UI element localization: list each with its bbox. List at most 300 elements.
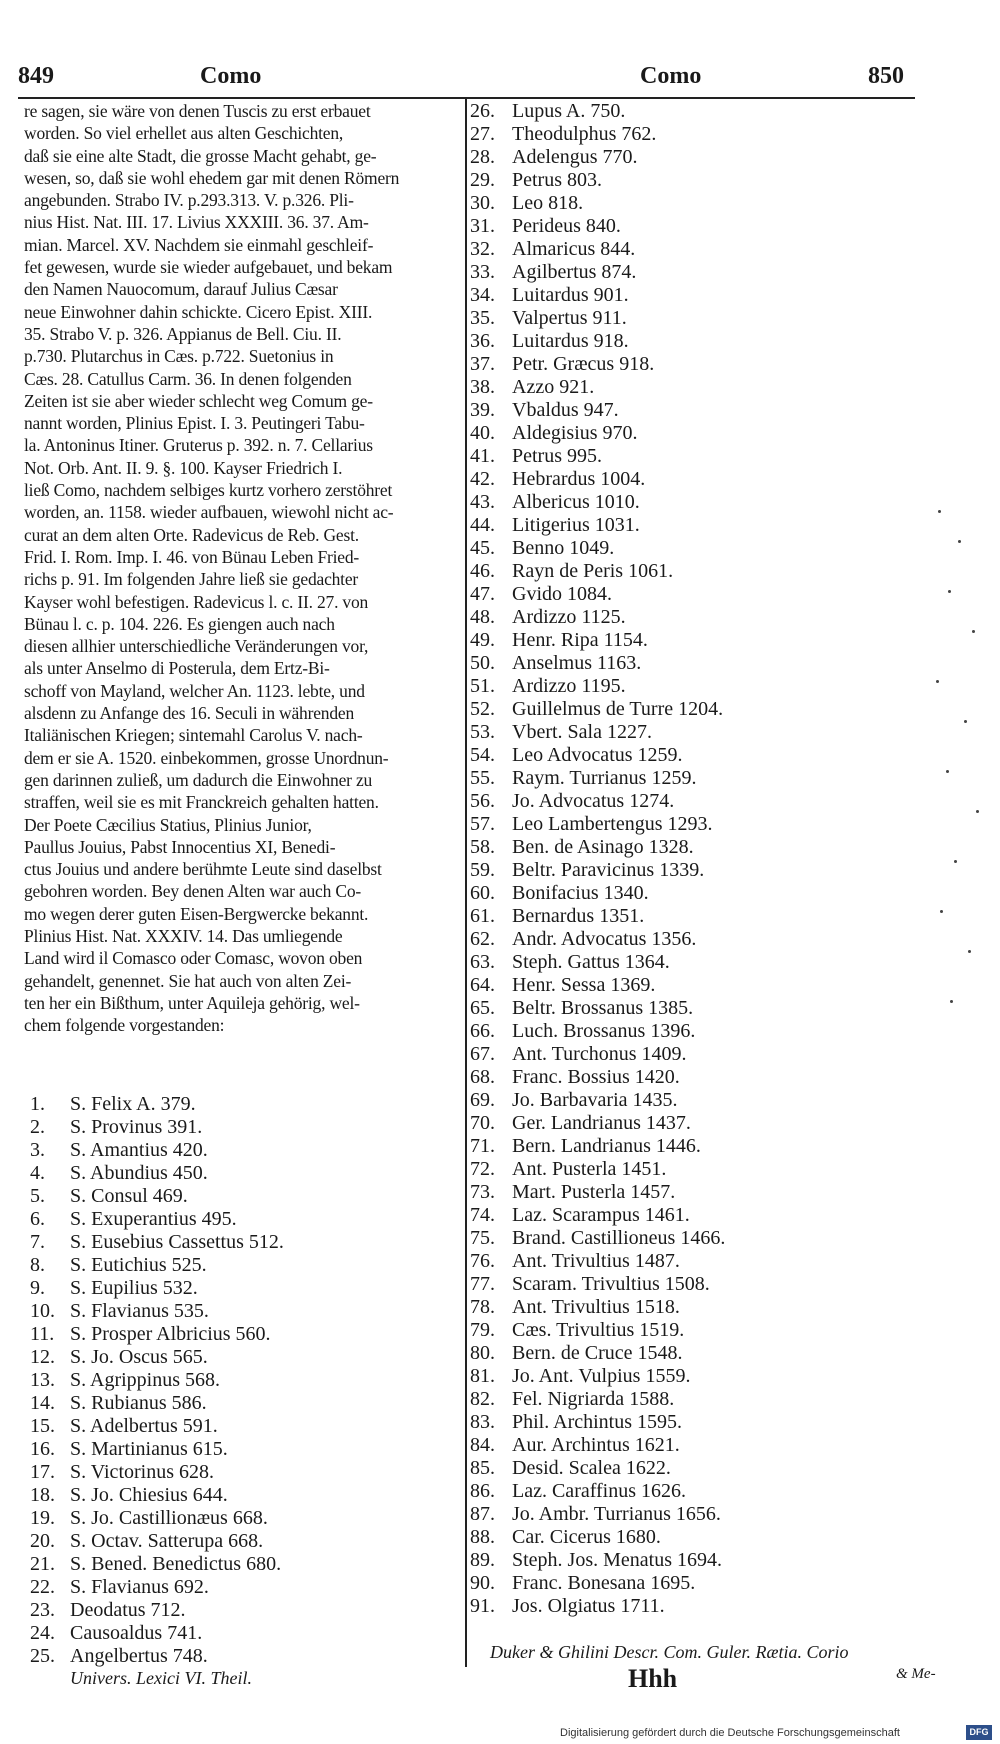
list-item	[470, 1043, 910, 1066]
list-item-number: 53.	[470, 721, 495, 743]
list-item	[470, 1273, 910, 1296]
list-item-number: 44.	[470, 514, 495, 536]
list-item-number: 26.	[470, 100, 495, 122]
list-item-number: 36.	[470, 330, 495, 352]
list-item-number: 43.	[470, 491, 495, 513]
body-text-line: neue Einwohner dahin schickte. Cicero Epist. XIII.	[24, 301, 373, 322]
list-item-number: 84.	[470, 1434, 495, 1456]
body-text-line: nannt worden, Plinius Epist. I. 3. Peutingeri Tabu-	[24, 413, 365, 434]
dfg-logo: DFG	[966, 1725, 992, 1740]
list-item-text: Petrus 803.	[512, 169, 602, 191]
list-item-number: 28.	[470, 146, 495, 168]
list-item-text: Deodatus 712.	[70, 1599, 186, 1621]
list-item-number: 27.	[470, 123, 495, 145]
list-item	[470, 1595, 910, 1618]
list-item-number: 51.	[470, 675, 495, 697]
body-text-line: schoff von Mayland, welcher An. 1123. lebte, und	[24, 680, 365, 701]
list-item	[30, 1622, 450, 1645]
list-item-number: 80.	[470, 1342, 495, 1364]
list-item-text: Laz. Scarampus 1461.	[512, 1204, 690, 1226]
list-item-text: Vbaldus 947.	[512, 399, 619, 421]
list-item-text: Luitardus 918.	[512, 330, 629, 352]
list-item	[30, 1185, 450, 1208]
list-item-text: Ardizzo 1125.	[512, 606, 626, 628]
list-item-number: 85.	[470, 1457, 495, 1479]
list-item-text: S. Flavianus 535.	[70, 1300, 209, 1322]
list-item-text: S. Exuperantius 495.	[70, 1208, 237, 1230]
list-item	[30, 1576, 450, 1599]
list-item	[470, 790, 910, 813]
list-item-number: 46.	[470, 560, 495, 582]
list-item-number: 49.	[470, 629, 495, 651]
list-item	[470, 951, 910, 974]
column-divider	[465, 99, 467, 1667]
list-item-text: Anselmus 1163.	[512, 652, 642, 674]
right-page-number: 850	[868, 63, 904, 89]
body-text-line: dem er sie A. 1520. einbekommen, grosse Unordnun-	[24, 747, 389, 768]
body-text-line: Der Poete Cæcilius Statius, Plinius Junior,	[24, 814, 312, 835]
list-item-number: 42.	[470, 468, 495, 490]
list-item-text: Valpertus 911.	[512, 307, 627, 329]
list-item-number: 19.	[30, 1507, 55, 1529]
list-item-number: 55.	[470, 767, 495, 789]
list-item-number: 33.	[470, 261, 495, 283]
list-item	[470, 928, 910, 951]
list-item	[470, 652, 910, 675]
list-item-text: S. Rubianus 586.	[70, 1392, 207, 1414]
list-item-text: Theodulphus 762.	[512, 123, 657, 145]
left-page-number: 849	[18, 63, 54, 89]
list-item	[470, 1135, 910, 1158]
list-item	[470, 1066, 910, 1089]
list-item-number: 17.	[30, 1461, 55, 1483]
list-item-text: Desid. Scalea 1622.	[512, 1457, 671, 1479]
list-item-text: Phil. Archintus 1595.	[512, 1411, 683, 1433]
list-item	[470, 1549, 910, 1572]
list-item-number: 62.	[470, 928, 495, 950]
list-item-number: 60.	[470, 882, 495, 904]
list-item-text: Lupus A. 750.	[512, 100, 626, 122]
body-text-line: worden, an. 1158. wieder aufbauen, wiewohl nicht ac-	[24, 502, 394, 523]
list-item-text: Causoaldus 741.	[70, 1622, 203, 1644]
body-text-line: Cæs. 28. Catullus Carm. 36. In denen folgenden	[24, 368, 352, 389]
list-item	[30, 1208, 450, 1231]
list-item-text: S. Prosper Albricius 560.	[70, 1323, 271, 1345]
list-item	[470, 629, 910, 652]
body-text-column	[24, 100, 456, 1036]
list-item-text: S. Jo. Castillionæus 668.	[70, 1507, 268, 1529]
list-item-number: 22.	[30, 1576, 55, 1598]
list-item-number: 67.	[470, 1043, 495, 1065]
list-item-text: Jo. Advocatus 1274.	[512, 790, 675, 812]
list-item	[30, 1231, 450, 1254]
list-item-text: Petr. Græcus 918.	[512, 353, 655, 375]
list-item-number: 29.	[470, 169, 495, 191]
bishops-list-right	[470, 100, 910, 1618]
list-item	[30, 1461, 450, 1484]
list-item	[470, 721, 910, 744]
list-item-number: 59.	[470, 859, 495, 881]
body-text-line: 35. Strabo V. p. 326. Appianus de Bell. Ciu. II.	[24, 323, 342, 344]
body-text-line: ten her ein Bißthum, unter Aquileja gehörig, wel-	[24, 992, 360, 1013]
list-item-text: Benno 1049.	[512, 537, 615, 559]
list-item	[470, 284, 910, 307]
list-item-number: 70.	[470, 1112, 495, 1134]
list-item-number: 21.	[30, 1553, 55, 1575]
list-item	[470, 1227, 910, 1250]
list-item-number: 57.	[470, 813, 495, 835]
body-text-line: Not. Orb. Ant. II. 9. §. 100. Kayser Friedrich I.	[24, 457, 343, 478]
list-item-text: Gvido 1084.	[512, 583, 612, 605]
list-item	[470, 376, 910, 399]
list-item-text: S. Jo. Oscus 565.	[70, 1346, 208, 1368]
list-item-text: S. Provinus 391.	[70, 1116, 203, 1138]
body-text-line: richs p. 91. Im folgenden Jahre ließ sie gedachter	[24, 569, 359, 590]
list-item-number: 1.	[30, 1093, 45, 1115]
list-item-number: 90.	[470, 1572, 495, 1594]
body-text-line: straffen, weil sie es mit Franckreich gehalten hatten.	[24, 792, 379, 813]
list-item	[470, 974, 910, 997]
list-item-number: 12.	[30, 1346, 55, 1368]
body-text-line: Frid. I. Rom. Imp. I. 46. von Bünau Leben Fried-	[24, 546, 360, 567]
list-item	[30, 1369, 450, 1392]
list-item-number: 2.	[30, 1116, 45, 1138]
list-item-number: 91.	[470, 1595, 495, 1617]
list-item-number: 52.	[470, 698, 495, 720]
body-text-line: als unter Anselmo di Posterula, dem Ertz-Bi-	[24, 658, 330, 679]
list-item-number: 48.	[470, 606, 495, 628]
list-item-text: Agilbertus 874.	[512, 261, 637, 283]
list-item	[470, 583, 910, 606]
body-text-line: mian. Marcel. XV. Nachdem sie einmahl geschleif-	[24, 234, 374, 255]
body-text-line: chem folgende vorgestanden:	[24, 1015, 225, 1036]
list-item-text: Laz. Caraffinus 1626.	[512, 1480, 687, 1502]
list-item-text: Adelengus 770.	[512, 146, 638, 168]
list-item	[470, 905, 910, 928]
list-item-text: S. Eupilius 532.	[70, 1277, 198, 1299]
list-item-text: Luch. Brossanus 1396.	[512, 1020, 696, 1042]
body-text-line: den Namen Nauocomum, darauf Julius Cæsar	[24, 279, 338, 300]
list-item-text: Litigerius 1031.	[512, 514, 640, 536]
list-item-text: Jos. Olgiatus 1711.	[512, 1595, 665, 1617]
list-item-text: Rayn de Peris 1061.	[512, 560, 674, 582]
list-item-text: Ant. Trivultius 1487.	[512, 1250, 680, 1272]
list-item-number: 69.	[470, 1089, 495, 1111]
list-item-text: S. Agrippinus 568.	[70, 1369, 221, 1391]
right-running-title: Como	[640, 63, 702, 89]
list-item-text: S. Amantius 420.	[70, 1139, 208, 1161]
list-item-text: Guillelmus de Turre 1204.	[512, 698, 724, 720]
list-item-text: Angelbertus 748.	[70, 1645, 208, 1667]
scan-specks	[928, 500, 988, 1020]
list-item	[470, 1388, 910, 1411]
list-item-text: Car. Cicerus 1680.	[512, 1526, 661, 1548]
list-item	[470, 261, 910, 284]
list-item-number: 31.	[470, 215, 495, 237]
body-text-line: p.730. Plutarchus in Cæs. p.722. Suetonius in	[24, 346, 334, 367]
list-item	[30, 1093, 450, 1116]
list-item	[470, 1365, 910, 1388]
list-item-number: 37.	[470, 353, 495, 375]
list-item-number: 54.	[470, 744, 495, 766]
list-item	[30, 1530, 450, 1553]
list-item-text: S. Consul 469.	[70, 1185, 188, 1207]
list-item-number: 74.	[470, 1204, 495, 1226]
list-item-number: 35.	[470, 307, 495, 329]
list-item	[30, 1438, 450, 1461]
body-text-line: la. Antoninus Itiner. Gruterus p. 392. n. 7. Cellarius	[24, 435, 373, 456]
list-item	[470, 468, 910, 491]
list-item	[470, 215, 910, 238]
body-text-line: ließ Como, nachdem selbiges kurtz vorhero zerstöhret	[24, 480, 393, 501]
list-item-text: Vbert. Sala 1227.	[512, 721, 652, 743]
list-item-number: 32.	[470, 238, 495, 260]
list-item	[470, 399, 910, 422]
list-item	[470, 1020, 910, 1043]
list-item	[470, 1342, 910, 1365]
list-item	[470, 1572, 910, 1595]
list-item-text: Ger. Landrianus 1437.	[512, 1112, 691, 1134]
list-item-number: 23.	[30, 1599, 55, 1621]
list-item-number: 16.	[30, 1438, 55, 1460]
list-item-number: 58.	[470, 836, 495, 858]
list-item-number: 64.	[470, 974, 495, 996]
list-item-text: S. Adelbertus 591.	[70, 1415, 218, 1437]
list-item-text: S. Martinianus 615.	[70, 1438, 228, 1460]
list-item	[470, 1503, 910, 1526]
list-item	[30, 1300, 450, 1323]
list-item-number: 8.	[30, 1254, 45, 1276]
list-item-text: Bonifacius 1340.	[512, 882, 649, 904]
list-item-number: 83.	[470, 1411, 495, 1433]
list-item-number: 4.	[30, 1162, 45, 1184]
reference-continuation: & Me-	[896, 1666, 936, 1682]
list-item-number: 34.	[470, 284, 495, 306]
list-item	[470, 422, 910, 445]
list-item-text: S. Abundius 450.	[70, 1162, 208, 1184]
list-item-text: Steph. Gattus 1364.	[512, 951, 670, 973]
list-item	[470, 1296, 910, 1319]
list-item	[470, 859, 910, 882]
list-item-text: S. Bened. Benedictus 680.	[70, 1553, 282, 1575]
list-item	[30, 1139, 450, 1162]
list-item-number: 14.	[30, 1392, 55, 1414]
list-item-number: 66.	[470, 1020, 495, 1042]
list-item	[30, 1645, 450, 1668]
body-text-line: re sagen, sie wäre von denen Tuscis zu erst erbauet	[24, 101, 371, 121]
signature-mark: Hhh	[628, 1664, 678, 1693]
list-item-text: Perideus 840.	[512, 215, 621, 237]
list-item-number: 41.	[470, 445, 495, 467]
list-item-number: 3.	[30, 1139, 45, 1161]
list-item-text: Beltr. Paravicinus 1339.	[512, 859, 705, 881]
list-item	[470, 882, 910, 905]
list-item-number: 77.	[470, 1273, 495, 1295]
list-item	[30, 1599, 450, 1622]
body-text-line: gen darinnen zuließ, um dadurch die Einwohner zu	[24, 769, 373, 790]
list-item-number: 78.	[470, 1296, 495, 1318]
body-text-line: alsdenn zu Anfange des 16. Seculi in währenden	[24, 703, 355, 724]
list-item-number: 6.	[30, 1208, 45, 1230]
body-text-line: Bünau l. c. p. 104. 226. Es giengen auch nach	[24, 613, 335, 634]
list-item	[470, 1112, 910, 1135]
list-item-text: Andr. Advocatus 1356.	[512, 928, 697, 950]
list-item-number: 88.	[470, 1526, 495, 1548]
list-item-number: 71.	[470, 1135, 495, 1157]
list-item	[470, 997, 910, 1020]
list-item-text: Franc. Bonesana 1695.	[512, 1572, 696, 1594]
list-item-number: 9.	[30, 1277, 45, 1299]
list-item	[30, 1392, 450, 1415]
list-item-number: 86.	[470, 1480, 495, 1502]
body-text-line: Paullus Jouius, Pabst Innocentius XI, Benedi-	[24, 836, 336, 857]
list-item-text: Henr. Sessa 1369.	[512, 974, 656, 996]
list-item-text: S. Jo. Chiesius 644.	[70, 1484, 228, 1506]
list-item	[30, 1162, 450, 1185]
list-item-text: Bern. de Cruce 1548.	[512, 1342, 683, 1364]
list-item	[470, 307, 910, 330]
list-item	[470, 100, 910, 123]
list-item-text: Leo 818.	[512, 192, 584, 214]
list-item	[470, 767, 910, 790]
list-item	[470, 491, 910, 514]
body-text-line: Zeiten ist sie aber wieder schlecht weg Comum ge-	[24, 390, 373, 411]
bishops-list-left	[30, 1093, 450, 1668]
list-item-text: Cæs. Trivultius 1519.	[512, 1319, 685, 1341]
list-item	[470, 514, 910, 537]
list-item-number: 61.	[470, 905, 495, 927]
list-item-number: 18.	[30, 1484, 55, 1506]
list-item	[470, 123, 910, 146]
body-text-line: Land wird il Comasco oder Comasc, wovon oben	[24, 948, 363, 969]
list-item-number: 40.	[470, 422, 495, 444]
list-item-text: Ardizzo 1195.	[512, 675, 626, 697]
list-item-text: S. Eutichius 525.	[70, 1254, 207, 1276]
list-item-number: 63.	[470, 951, 495, 973]
list-item-number: 72.	[470, 1158, 495, 1180]
list-item	[470, 169, 910, 192]
list-item-text: Fel. Nigriarda 1588.	[512, 1388, 675, 1410]
body-text-line: mo wegen derer guten Eisen-Bergwercke bekannt.	[24, 903, 369, 924]
list-item-number: 10.	[30, 1300, 55, 1322]
list-item	[470, 744, 910, 767]
body-text-line: ctus Jouius und andere berühmte Leute sind daselbst	[24, 859, 382, 880]
body-text-line: nius Hist. Nat. III. 17. Livius XXXIII. 36. 37. Am-	[24, 212, 369, 233]
catchword: Univers. Lexici VI. Theil.	[70, 1668, 252, 1688]
list-item-text: S. Octav. Satterupa 668.	[70, 1530, 264, 1552]
list-item	[470, 537, 910, 560]
list-item	[470, 445, 910, 468]
list-item-text: Aur. Archintus 1621.	[512, 1434, 680, 1456]
list-item-text: Ant. Pusterla 1451.	[512, 1158, 667, 1180]
list-item-text: Leo Advocatus 1259.	[512, 744, 683, 766]
list-item	[470, 836, 910, 859]
list-item-number: 20.	[30, 1530, 55, 1552]
list-item	[470, 1158, 910, 1181]
list-item-text: Petrus 995.	[512, 445, 602, 467]
list-item-number: 68.	[470, 1066, 495, 1088]
list-item-number: 24.	[30, 1622, 55, 1644]
list-item-number: 89.	[470, 1549, 495, 1571]
list-item	[470, 1526, 910, 1549]
body-text-line: Kayser wohl befestigen. Radevicus l. c. II. 27. von	[24, 591, 369, 612]
list-item-number: 13.	[30, 1369, 55, 1391]
list-item	[30, 1323, 450, 1346]
digitization-credit: Digitalisierung gefördert durch die Deutsche Forschungsgemeinschaft	[560, 1727, 900, 1739]
list-item-text: Hebrardus 1004.	[512, 468, 646, 490]
body-text-line: gehandelt, genennet. Sie hat auch von alten Zei-	[24, 970, 352, 991]
body-text-line: daß sie eine alte Stadt, die grosse Macht gehabt, ge-	[24, 145, 377, 166]
list-item	[470, 1411, 910, 1434]
list-item	[470, 330, 910, 353]
list-item	[470, 813, 910, 836]
list-item-text: S. Victorinus 628.	[70, 1461, 214, 1483]
list-item-text: Luitardus 901.	[512, 284, 629, 306]
body-text-line: Italiänischen Kriegen; sintemahl Carolus V. nach-	[24, 725, 363, 746]
list-item	[470, 1204, 910, 1227]
body-text-line: gebohren worden. Bey denen Alten war auch Co-	[24, 881, 362, 902]
list-item	[470, 698, 910, 721]
list-item-number: 76.	[470, 1250, 495, 1272]
list-item-text: S. Eusebius Cassettus 512.	[70, 1231, 284, 1253]
list-item-number: 73.	[470, 1181, 495, 1203]
list-item-number: 50.	[470, 652, 495, 674]
list-item	[470, 560, 910, 583]
list-item-number: 45.	[470, 537, 495, 559]
list-item-number: 87.	[470, 1503, 495, 1525]
body-text-line: worden. So viel erhellet aus alten Geschichten,	[24, 123, 344, 144]
list-item-text: Scaram. Trivultius 1508.	[512, 1273, 710, 1295]
list-item-text: Ant. Turchonus 1409.	[512, 1043, 687, 1065]
list-item-text: Beltr. Brossanus 1385.	[512, 997, 694, 1019]
list-item	[470, 1181, 910, 1204]
body-text-line: fet gewesen, wurde sie wieder aufgebauet, und bekam	[24, 257, 393, 278]
list-item-text: Jo. Ambr. Turrianus 1656.	[512, 1503, 721, 1525]
list-item	[30, 1507, 450, 1530]
reference-line: Duker & Ghilini Descr. Com. Guler. Rætia. Corio	[490, 1642, 849, 1662]
list-item	[470, 1319, 910, 1342]
list-item	[30, 1484, 450, 1507]
list-item	[470, 1250, 910, 1273]
list-item-number: 47.	[470, 583, 495, 605]
list-item-number: 82.	[470, 1388, 495, 1410]
left-running-title: Como	[200, 63, 262, 89]
list-item-number: 65.	[470, 997, 495, 1019]
list-item-text: Raym. Turrianus 1259.	[512, 767, 697, 789]
body-text-line: diesen allhier unterschiedliche Veränderungen vor,	[24, 636, 369, 657]
list-item	[470, 146, 910, 169]
list-item	[30, 1116, 450, 1139]
body-text-line: wesen, so, daß sie wohl ehedem gar mit denen Römern	[24, 167, 400, 188]
list-item-text: S. Felix A. 379.	[70, 1093, 196, 1115]
list-item-text: Almaricus 844.	[512, 238, 636, 260]
list-item	[30, 1346, 450, 1369]
list-item	[30, 1415, 450, 1438]
list-item-number: 7.	[30, 1231, 45, 1253]
list-item-number: 11.	[30, 1323, 55, 1345]
list-item-text: Bernardus 1351.	[512, 905, 645, 927]
list-item-number: 25.	[30, 1645, 55, 1667]
list-item-text: Albericus 1010.	[512, 491, 640, 513]
list-item	[30, 1277, 450, 1300]
list-item	[470, 675, 910, 698]
list-item-text: Henr. Ripa 1154.	[512, 629, 648, 651]
list-item	[470, 1434, 910, 1457]
list-item-text: Ant. Trivultius 1518.	[512, 1296, 680, 1318]
list-item-number: 15.	[30, 1415, 55, 1437]
list-item-number: 56.	[470, 790, 495, 812]
list-item	[470, 606, 910, 629]
